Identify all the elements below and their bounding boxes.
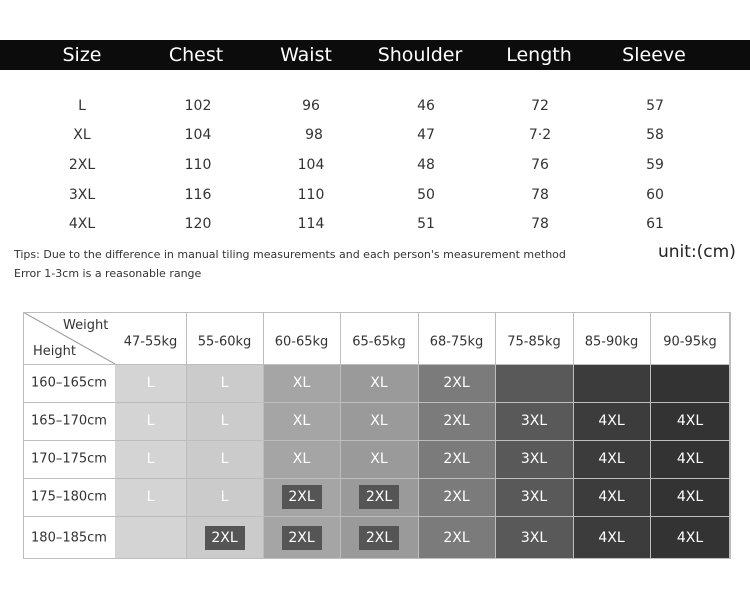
size-value: 3XL (520, 451, 548, 467)
size-value: 2XL (443, 529, 470, 546)
corner-weight-label: Weight (63, 318, 109, 333)
cell: 72 (531, 98, 549, 114)
size-row-l (0, 96, 750, 116)
size-value: L (146, 489, 155, 505)
grid-vline (573, 312, 574, 559)
cell: 110 (297, 187, 325, 203)
grid-vline (495, 312, 496, 559)
size-value: L (220, 451, 229, 467)
cell: 46 (417, 98, 435, 114)
size-value: 4XL (598, 413, 625, 429)
size-chip: 2XL (359, 526, 399, 550)
grid-corner (23, 312, 115, 364)
height-label: 165–170cm (31, 413, 107, 429)
header-size: Size (62, 44, 102, 66)
size-chip: 2XL (205, 526, 245, 550)
size-value: 4XL (676, 451, 704, 467)
grid-hline (23, 402, 730, 403)
header-chest: Chest (168, 44, 224, 66)
grid-vline (729, 312, 730, 559)
cell: 47 (417, 127, 435, 143)
grid-hline (23, 516, 730, 517)
height-label: 160–165cm (31, 375, 107, 391)
cell: 2XL (68, 157, 96, 173)
cell: 76 (531, 157, 549, 173)
size-value: L (220, 413, 229, 429)
cell: L (78, 98, 86, 114)
weight-label: 75-85kg (507, 334, 561, 350)
tip-line-1: Tips: Due to the difference in manual tiling measurements and each person's measurement method (14, 248, 566, 261)
size-value: 4XL (676, 489, 704, 505)
size-value: L (146, 451, 155, 467)
cell: 104 (184, 127, 212, 143)
grid-vline (263, 312, 264, 559)
cell: 102 (184, 98, 212, 114)
size-chip: 2XL (282, 485, 322, 509)
weight-label: 55-60kg (197, 334, 252, 350)
header-shoulder: Shoulder (377, 44, 463, 66)
size-row-4xl (0, 214, 750, 234)
size-value: XL (292, 413, 311, 429)
tip-line-2: Error 1-3cm is a reasonable range (14, 267, 202, 280)
size-value: XL (370, 451, 388, 467)
cell: 60 (646, 187, 664, 203)
size-value: L (146, 375, 155, 391)
cell: 57 (646, 98, 664, 114)
cell: 110 (184, 157, 212, 173)
size-value: L (220, 375, 229, 391)
cell: 48 (417, 157, 435, 173)
grid-hline (23, 312, 730, 313)
grid-hline (23, 440, 730, 441)
size-value: 2XL (443, 489, 470, 505)
height-label: 175–180cm (31, 489, 107, 505)
size-recommendation-grid (23, 312, 730, 559)
size-value: 3XL (520, 489, 548, 505)
cell: 3XL (68, 187, 96, 203)
size-chip: 2XL (282, 526, 322, 550)
unit-label: unit:(cm) (658, 242, 736, 262)
header-waist: Waist (280, 44, 332, 66)
weight-label: 90-95kg (663, 334, 717, 350)
header-sleeve: Sleeve (622, 44, 686, 66)
cell: 114 (297, 216, 325, 232)
size-row-xl (0, 125, 750, 145)
size-value: XL (370, 413, 388, 429)
size-value: 4XL (598, 451, 625, 467)
size-value: XL (292, 451, 311, 467)
height-label: 170–175cm (31, 451, 107, 467)
size-value: XL (292, 375, 311, 391)
size-value: 4XL (598, 489, 625, 505)
size-row-3xl (0, 185, 750, 205)
size-value: XL (370, 375, 388, 391)
header-length: Length (506, 44, 572, 66)
size-value: 2XL (443, 375, 470, 391)
size-chip: 2XL (359, 485, 399, 509)
cell: 78 (531, 187, 549, 203)
cell: 4XL (68, 216, 96, 232)
cell: 78 (531, 216, 549, 232)
cell: 59 (646, 157, 664, 173)
grid-hline (23, 478, 730, 479)
cell: 7·2 (528, 127, 552, 143)
cell: 51 (417, 216, 435, 232)
size-value: 3XL (520, 413, 548, 429)
cell: 50 (417, 187, 435, 203)
corner-height-label: Height (33, 344, 76, 359)
grid-vline (23, 312, 24, 559)
cell: 116 (184, 187, 212, 203)
cell: 104 (297, 157, 325, 173)
grid-vline (730, 312, 731, 559)
size-value: L (220, 489, 229, 505)
grid-hline (23, 558, 730, 559)
weight-label: 65-65kg (352, 334, 406, 350)
weight-label: 47-55kg (123, 334, 178, 350)
size-value: 2XL (443, 413, 470, 429)
cell: 120 (184, 216, 212, 232)
size-value: L (146, 413, 155, 429)
size-value: 3XL (520, 529, 548, 546)
weight-label: 60-65kg (274, 334, 329, 350)
size-value: 2XL (443, 451, 470, 467)
size-value: 4XL (676, 413, 704, 429)
cell: XL (73, 127, 91, 143)
cell: 98 (305, 127, 323, 143)
cell: 58 (646, 127, 664, 143)
size-table-header (0, 40, 750, 70)
size-row-2xl (0, 155, 750, 175)
size-value: 4XL (676, 529, 704, 546)
grid-vline (186, 312, 187, 559)
grid-vline (650, 312, 651, 559)
grid-vline (340, 312, 341, 559)
size-value: 4XL (598, 529, 625, 546)
height-label: 180–185cm (31, 530, 107, 545)
grid-vline (418, 312, 419, 559)
weight-label: 68-75kg (429, 334, 484, 350)
grid-hline (23, 364, 730, 365)
cell: 96 (302, 98, 320, 114)
weight-label: 85-90kg (584, 334, 639, 350)
cell: 61 (646, 216, 664, 232)
